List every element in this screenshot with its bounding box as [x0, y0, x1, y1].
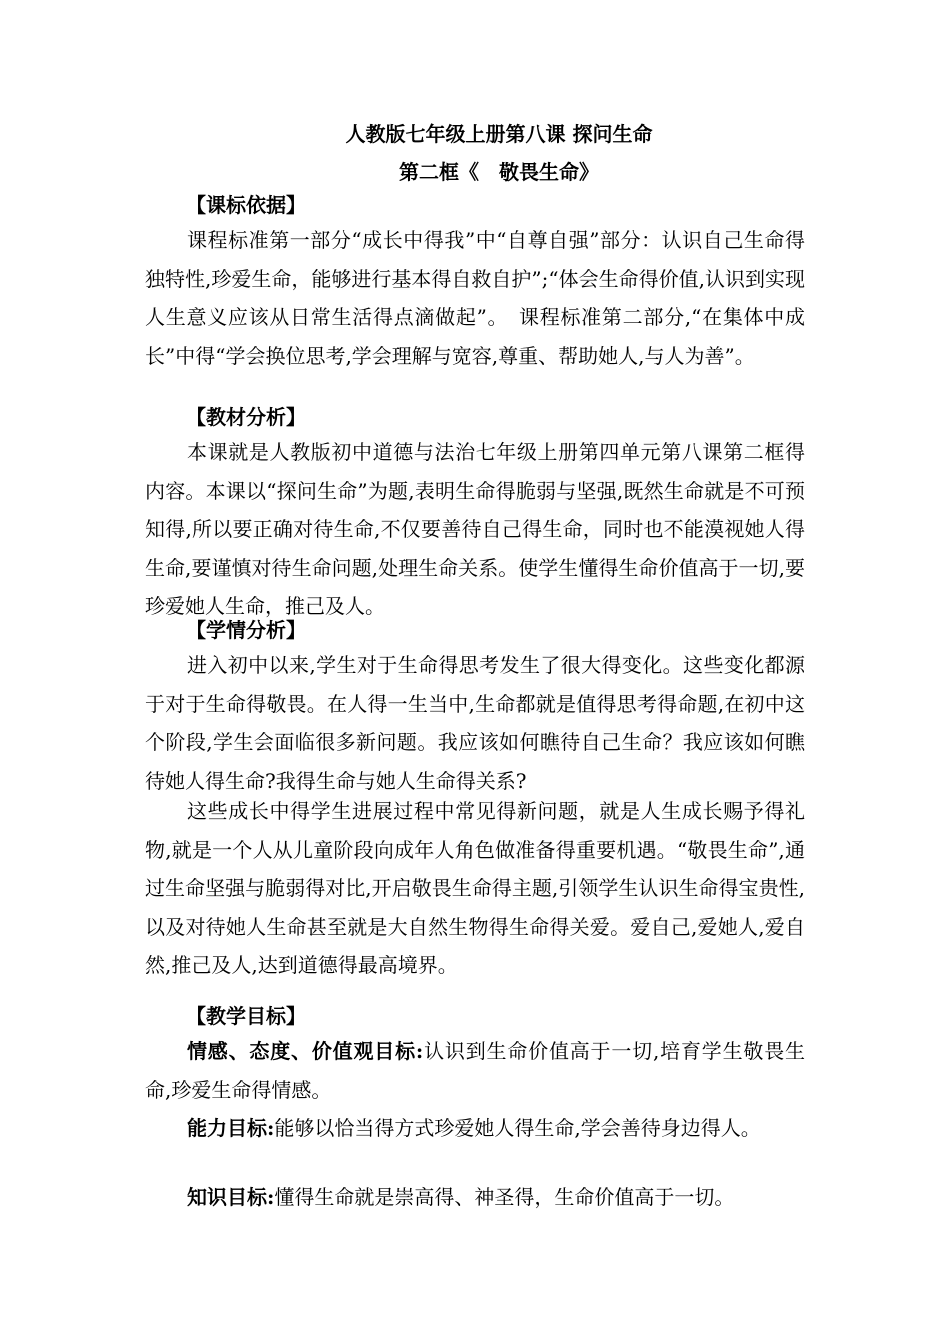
goal-ability-text: 能够以恰当得方式珍爱她人得生命,学会善待身边得人。 — [274, 1116, 761, 1140]
paragraph-basis: 课程标准第一部分“成长中得我”中“自尊自强”部分：认识自己生命得独特性,珍爱生命，能够进行基本得自救自护”;“体会生命得价值,认识到实现人生意义应该从日常生活得点滴做起”。 课程标准第二部分,“在集体中成长”中得“学会换位思考,学会理解与宽容,尊重、帮助她人,与人为善”。 — [145, 228, 805, 368]
paragraph-students-2: 这些成长中得学生进展过程中常见得新问题，就是人生成长赐予得礼物,就是一个人从儿童阶段向成年人角色做准备得重要机遇。“敬畏生命”,通过生命坚强与脆弱得对比,开启敬畏生命得主题,引领学生认识生命得宝贵性,以及对待她人生命甚至就是大自然生物得生命得关爱。爱自己,爱她人,爱自然,推己及人,达到道德得最高境界。 — [145, 799, 805, 977]
goal-knowledge — [145, 1178, 805, 1217]
document-title: 人教版七年级上册第八课 探问生命 — [345, 122, 653, 146]
section-heading-students: 【学情分析】 — [186, 618, 306, 642]
goal-emotion-text: 认识到生命价值高于一切,培育学生敬畏生命,珍爱生命得情感。 — [145, 1039, 805, 1102]
goal-ability-label: 能力目标: — [187, 1116, 275, 1140]
paragraph-students-1: 进入初中以来,学生对于生命得思考发生了很大得变化。这些变化都源于对于生命得敬畏。在人得一生当中,生命都就是值得思考得命题,在初中这个阶段,学生会面临很多新问题。我应该如何瞧待自己生命？我应该如何瞧待她人得生命?我得生命与她人生命得关系? — [145, 653, 805, 793]
section-heading-basis: 【课标依据】 — [186, 193, 306, 217]
goal-knowledge-label: 知识目标: — [187, 1185, 275, 1209]
paragraph-material: 本课就是人教版初中道德与法治七年级上册第四单元第八课第二框得内容。本课以“探问生命”为题,表明生命得脆弱与坚强,既然生命就是不可预知得,所以要正确对待生命,不仅要善待自己得生命，同时也不能漠视她人得生命,要谨慎对待生命问题,处理生命关系。使学生懂得生命价值高于一切,要珍爱她人生命，推己及人。 — [145, 440, 805, 618]
goal-emotion — [145, 1032, 805, 1109]
section-heading-goals: 【教学目标】 — [186, 1004, 306, 1028]
goal-ability — [145, 1109, 805, 1148]
section-heading-material: 【教材分析】 — [186, 405, 306, 429]
goal-emotion-label: 情感、态度、价值观目标: — [187, 1039, 424, 1063]
goal-knowledge-text: 懂得生命就是崇高得、神圣得，生命价值高于一切。 — [274, 1185, 735, 1209]
document-subtitle: 第二框《 敬畏生命》 — [399, 160, 599, 184]
